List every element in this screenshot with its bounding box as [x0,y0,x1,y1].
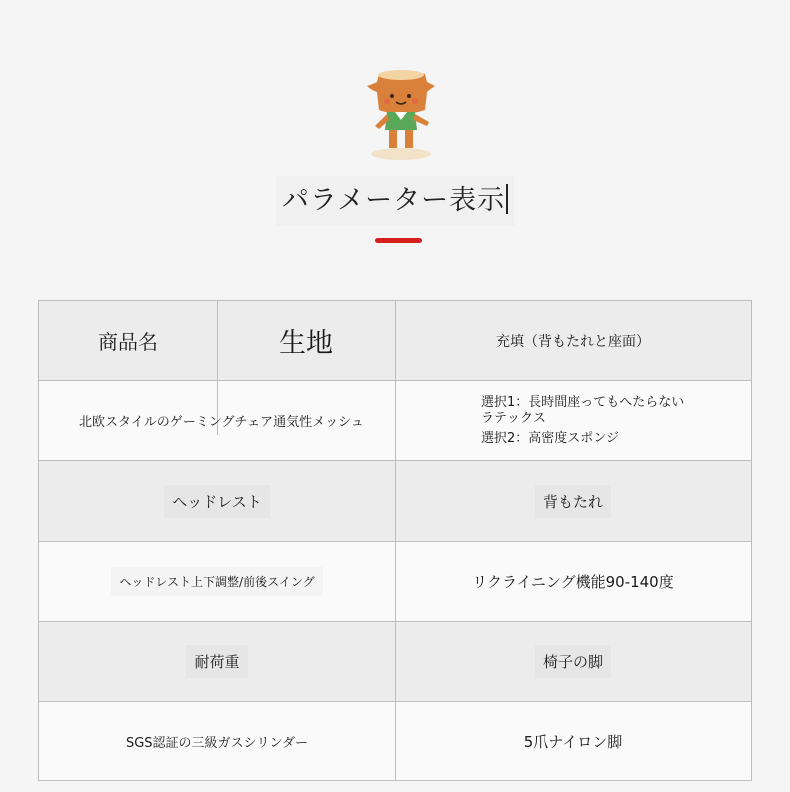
mascot-illustration [365,66,437,162]
load-label: 耐荷重 [39,622,395,701]
filling-option-2: 選択2：高密度スポンジ [481,430,619,446]
filling-options [395,381,751,460]
filling-label: 充填（背もたれと座面） [496,333,650,350]
table-row [39,381,751,461]
table-row [39,702,751,780]
product-fabric-value [79,381,379,460]
product-name-label: 商品名 [98,330,158,354]
backrest-label: 背もたれ [395,461,751,541]
table-row [39,542,751,622]
load-value: SGS認証の三級ガスシリンダー [125,735,309,751]
legs-label: 椅子の脚 [395,622,751,701]
legs-value: 5爪ナイロン脚 [523,732,623,751]
spec-table [38,300,752,781]
fabric-label: 生地 [279,328,333,359]
table-row [39,461,751,542]
headrest-value: ヘッドレスト上下調整/前後スイング [39,542,395,621]
backrest-value: リクライニング機能90-140度 [472,573,674,591]
table-row [39,622,751,702]
headrest-label: ヘッドレスト [39,461,395,541]
text-caret [506,184,508,214]
filling-option-1-cont: ラテックス [481,410,546,426]
page-title: パラメーター表示 [276,176,514,226]
title-underline [375,238,422,243]
product-name-value: 北欧スタイルのゲーミングチェア [79,415,274,430]
table-row [39,301,751,381]
fabric-value: 通気性メッシュ [273,415,364,430]
filling-option-1: 選択1：長時間座ってもへたらない [481,394,685,410]
